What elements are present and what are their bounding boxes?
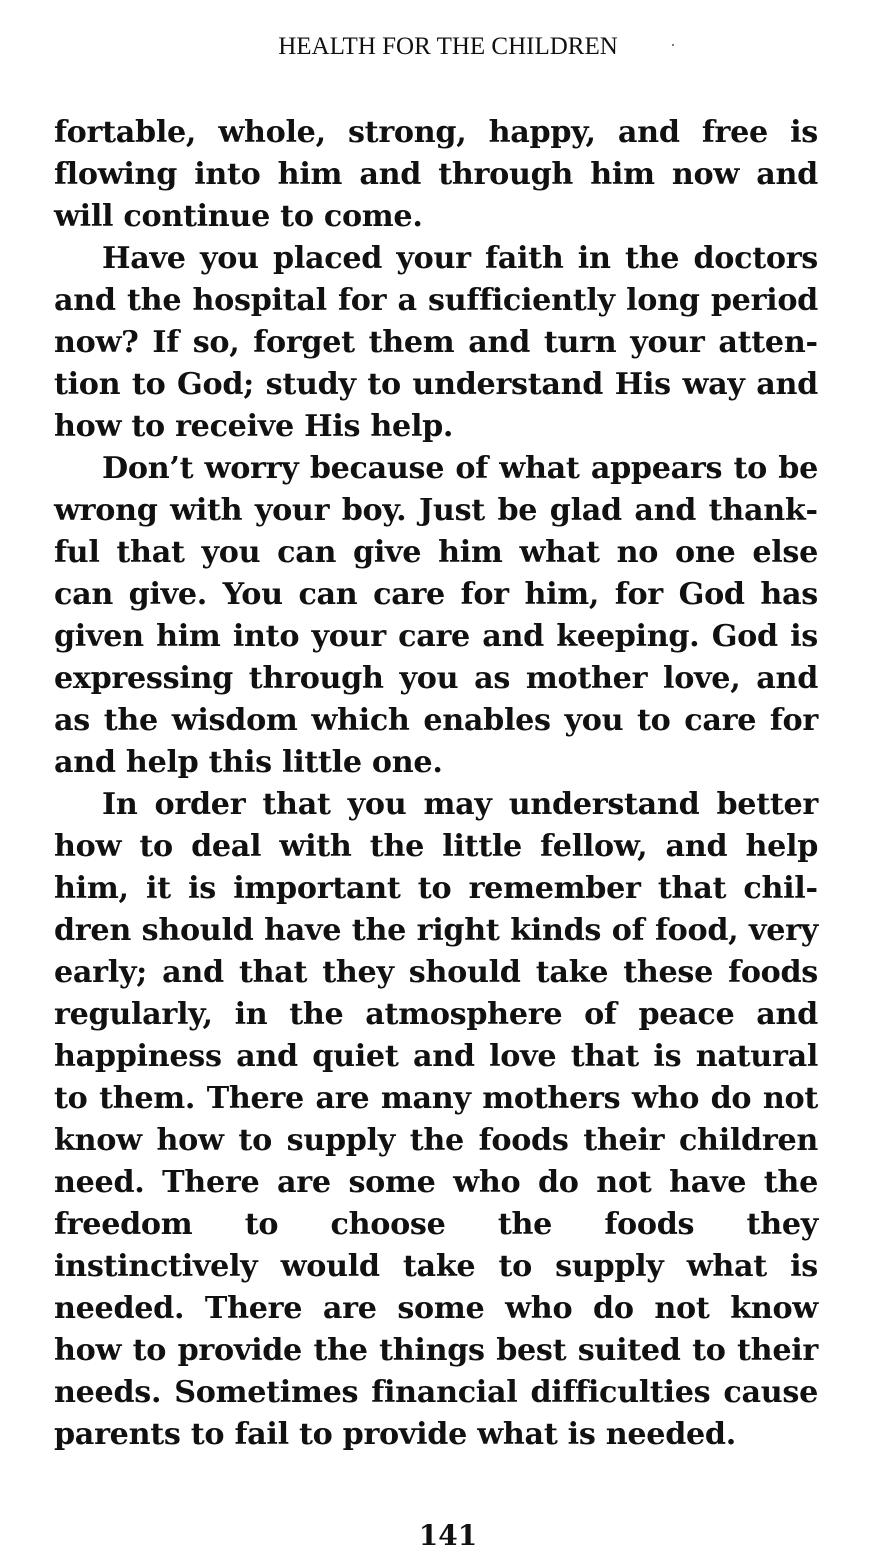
- paragraph-4: In order that you may understand better how to deal with the little fellow, and help him, it is important to remember that children should have the right kinds of food, very early; and that they should take these foods regularly, in the atmosphere of peace and happiness and quiet and love that is natural to them. There are many mothers who do not know how to supply the foods their children need. There are some who do not have the freedom to choose the foods they instinctively would take to supply what is needed. There are some who do not know how to provide the things best suited to their needs. Sometimes financial difficulties cause parents to fail to provide what is needed.: [54, 787, 818, 1452]
- paragraph-3: Don’t worry because of what appears to be wrong with your boy. Just be glad and thankful that you can give him what no one else can give. You can care for him, for God has given him into your care and keeping. God is expressing through you as mother love, and as the wisdom which enables you to care for and help this little one.: [54, 451, 818, 780]
- paragraph-1: fortable, whole, strong, happy, and free is flowing into him and through him now and will continue to come.: [54, 115, 818, 234]
- body-text: [54, 112, 818, 1456]
- running-head: HEALTH FOR THE CHILDREN: [278, 33, 618, 60]
- paragraph-2: Have you placed your faith in the doctors and the hospital for a sufficiently long period now? If so, forget them and turn your attention to God; study to understand His way and how to receive His help.: [54, 241, 818, 444]
- print-speck: [672, 44, 674, 46]
- page-number: 141: [418, 1519, 478, 1552]
